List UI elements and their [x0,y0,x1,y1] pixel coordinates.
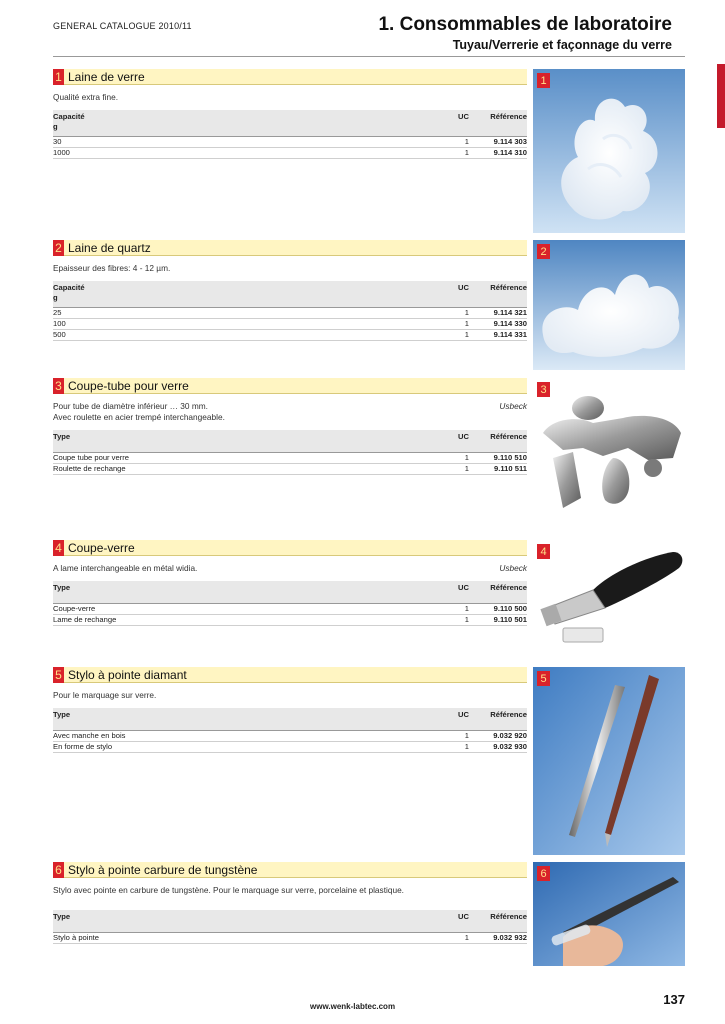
column-uc: UC [458,432,469,441]
photo-number: 3 [537,382,550,397]
section-title: Coupe-verre [68,540,135,555]
section-header [53,240,527,256]
section-diamond-pen [53,667,527,753]
table-row: Avec manche en bois 1 9.032 920 [53,730,527,740]
footer-url[interactable]: www.wenk-labtec.com [310,1002,396,1011]
table-header-row [53,110,527,137]
product-table [53,708,527,753]
column-uc: UC [458,283,469,292]
section-description: Pour tube de diamètre inférieur … 30 mm. Avec roulette en acier trempé interchangeable. Usbeck [53,401,527,422]
table-row: 25 1 9.114 321 [53,308,527,317]
photo-number: 2 [537,244,550,259]
section-description: Epaisseur des fibres: 4 - 12 µm. [53,263,171,273]
photo-number: 5 [537,671,550,686]
table-row: 100 1 9.114 330 [53,319,527,328]
section-number: 4 [53,540,64,556]
table-row: 30 1 9.114 303 [53,137,527,146]
section-number: 3 [53,378,64,394]
table-header-row [53,581,527,603]
product-table [53,581,527,626]
column-reference: Référence [490,912,527,921]
column-uc: UC [458,583,469,592]
column-uc: UC [458,710,469,719]
column-reference: Référence [490,710,527,719]
column-type: Type [53,583,71,592]
section-number: 5 [53,667,64,683]
photo-number: 4 [537,544,550,559]
section-number: 1 [53,69,64,85]
table-row: Coupe-verre 1 9.110 500 [53,603,527,613]
page-title: 1. Consommables de laboratoire [378,14,672,35]
table-row: 1000 1 9.114 310 [53,148,527,157]
column-type: Type [53,432,71,441]
section-title: Laine de quartz [68,240,151,255]
section-header [53,69,527,85]
section-carbide-pen [53,862,527,944]
section-description: A lame interchangeable en métal widia. Usbeck [53,563,527,573]
table-row: Stylo à pointe 1 9.032 932 [53,932,527,942]
column-reference: Référence [490,583,527,592]
section-description: Stylo avec pointe en carbure de tungstène. Pour le marquage sur verre, porcelaine et plastique. [53,885,404,895]
section-header [53,862,527,878]
table-row: Coupe tube pour verre 1 9.110 510 [53,452,527,462]
section-title: Laine de verre [68,69,145,84]
column-capacity: Capacité g [53,112,85,131]
table-header-row [53,910,527,932]
section-title: Stylo à pointe carbure de tungstène [68,862,258,877]
section-tube-cutter [53,378,527,475]
column-uc: UC [458,112,469,121]
column-type: Type [53,912,71,921]
section-glass-cutter [53,540,527,626]
column-capacity: Capacité g [53,283,85,302]
section-number: 6 [53,862,64,878]
table-row: Lame de rechange 1 9.110 501 [53,614,527,624]
brand-label: Usbeck [499,401,527,411]
table-row: En forme de stylo 1 9.032 930 [53,741,527,751]
section-header [53,540,527,556]
catalogue-label: GENERAL CATALOGUE 2010/11 [53,21,192,31]
section-quartz-wool [53,240,527,341]
product-table [53,430,527,475]
table-header-row [53,281,527,308]
column-uc: UC [458,912,469,921]
table-row: 500 1 9.114 331 [53,330,527,339]
product-table [53,910,527,944]
section-title: Stylo à pointe diamant [68,667,187,682]
section-number: 2 [53,240,64,256]
column-type: Type [53,710,71,719]
column-reference: Référence [490,432,527,441]
photo-number: 1 [537,73,550,88]
section-header [53,667,527,683]
product-table [53,110,527,159]
section-description: Qualité extra fine. [53,92,119,102]
chapter-tab [717,64,725,128]
photo-carbide-pen [533,862,685,966]
product-table [53,281,527,341]
photo-tube-cutter [533,378,685,523]
page-subtitle: Tuyau/Verrerie et façonnage du verre [452,38,672,52]
section-title: Coupe-tube pour verre [68,378,189,393]
section-description: Pour le marquage sur verre. [53,690,157,700]
page-number: 137 [663,992,685,1007]
section-header [53,378,527,394]
photo-quartz-wool [533,240,685,370]
brand-label: Usbeck [499,563,527,573]
photo-diamond-pen [533,667,685,855]
header-divider [53,56,685,57]
photo-number: 6 [537,866,550,881]
column-reference: Référence [490,283,527,292]
photo-glass-wool [533,69,685,233]
table-header-row [53,430,527,452]
photo-glass-cutter [533,540,685,652]
table-header-row [53,708,527,730]
section-glass-wool [53,69,527,159]
column-reference: Référence [490,112,527,121]
table-row: Roulette de rechange 1 9.110 511 [53,463,527,473]
